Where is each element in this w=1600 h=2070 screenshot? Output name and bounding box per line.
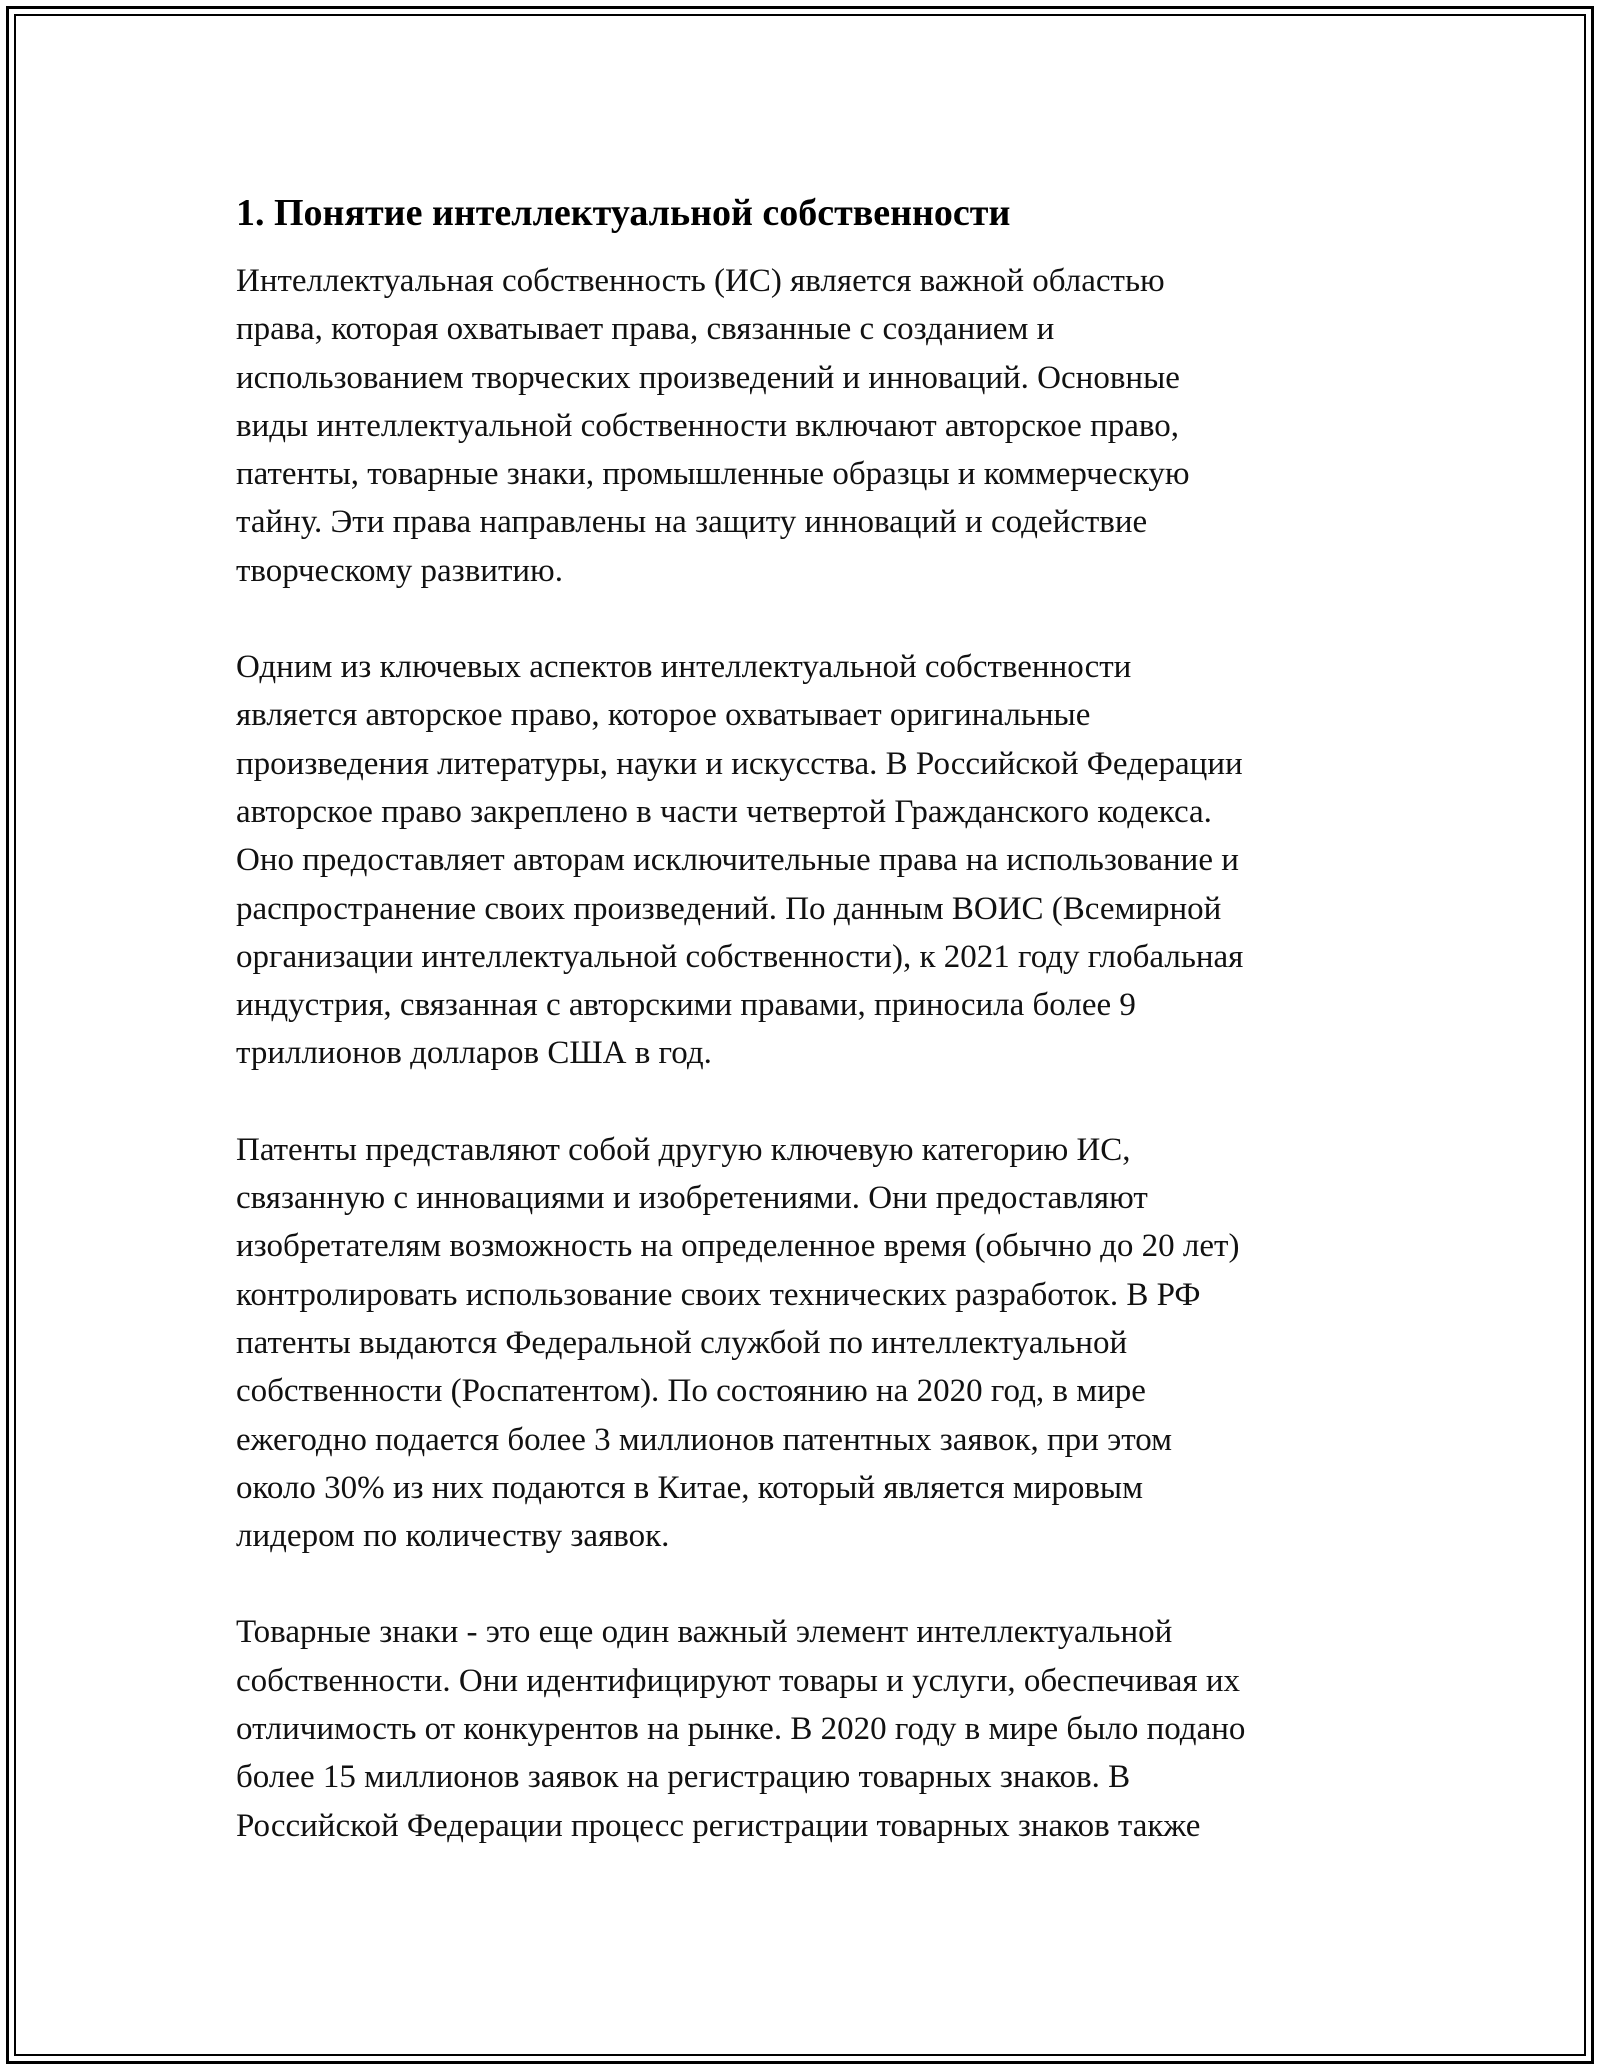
document-body [236, 187, 1386, 1898]
paragraph-trademarks: Товарные знаки - это еще один важный элемент интеллектуальной собственности. Они идентифицируют товары и услуги, обеспечивая их отличимость от конкурентов на рынке. В 2020 году в мире было подано более 15 миллионов заявок на регистрацию товарных знаков. В Российской Федерации процесс регистрации товарных знаков также [236, 1614, 1246, 1844]
paragraph-patents: Патенты представляют собой другую ключевую категорию ИС, связанную с инновациями и изобретениями. Они предоставляют изобретателям возможность на определенное время (обычно до 20 лет) контролировать использование своих технических разработок. В РФ патенты выдаются Федеральной службой по интеллектуальной собственности (Роспатентом). По состоянию на 2020 год, в мире ежегодно подается более 3 миллионов патентных заявок, при этом около 30% из них подаются в Китае, который является мировым лидером по количеству заявок. [236, 1131, 1240, 1555]
paragraph-intro: Интеллектуальная собственность (ИС) является важной областью права, которая охватывает права, связанные с созданием и использованием творческих произведений и инноваций. Основные виды интеллектуальной собственности включают авторское право, патенты, товарные знаки, промышленные образцы и коммерческую тайну. Эти права направлены на защиту инноваций и содействие творческому развитию. [236, 263, 1190, 589]
paragraph-copyright: Одним из ключевых аспектов интеллектуальной собственности является авторское право, которое охватывает оригинальные произведения литературы, науки и искусства. В Российской Федерации авторское право закреплено в части четвертой Гражданского кодекса. Оно предоставляет авторам исключительные права на использование и распространение своих произведений. По данным ВОИС (Всемирной организации интеллектуальной собственности), к 2021 году глобальная индустрия, связанная с авторскими правами, приносила более 9 триллионов долларов США в год. [236, 649, 1244, 1072]
section-heading: 1. Понятие интеллектуальной собственности [236, 192, 1011, 234]
